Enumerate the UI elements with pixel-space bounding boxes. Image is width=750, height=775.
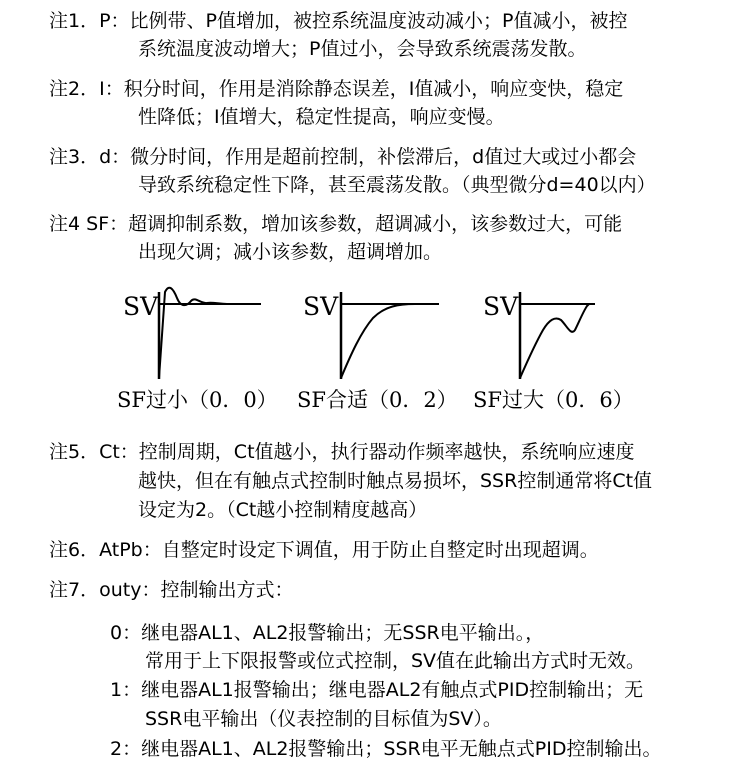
sf-response-figures xyxy=(115,282,635,417)
note-5-line-2: 越快，但在有触点式控制时触点易损坏，SSR控制通常将Ct值 xyxy=(138,470,653,492)
note-3-line-1: 注3．d：微分时间，作用是超前控制，补偿滞后，d值过大或过小都会 xyxy=(49,146,637,168)
note-4-line-1: 注4 SF：超调抑制系数，增加该参数，超调减小，该参数过大，可能 xyxy=(49,213,623,235)
note-2-line-2: 性降低；I值增大，稳定性提高，响应变慢。 xyxy=(138,106,505,128)
note-1-line-1: 注1．P：比例带、P值增加，被控系统温度波动减小；P值减小，被控 xyxy=(49,10,628,32)
figure-1-caption: SF过小（0．0） xyxy=(117,388,278,412)
figure-sf-proper xyxy=(297,292,458,412)
output-0-line-1: 0：继电器AL1、AL2报警输出；无SSR电平输出。， xyxy=(110,622,545,644)
figure-1-response-curve xyxy=(159,288,227,378)
note-3-line-2: 导致系统稳定性下降，甚至震荡发散。（典型微分d=40以内） xyxy=(138,174,656,196)
figure-2-sv-label: SV xyxy=(303,292,339,321)
figure-1-sv-label: SV xyxy=(123,292,159,321)
note-1-line-2: 系统温度波动增大；P值过小，会导致系统震荡发散。 xyxy=(138,38,587,60)
figure-3-sv-label: SV xyxy=(483,292,519,321)
figure-sf-too-small xyxy=(117,288,278,412)
figure-2-response-curve xyxy=(341,304,415,378)
figure-sf-too-large xyxy=(473,292,634,412)
figure-2-caption: SF合适（0．2） xyxy=(297,388,458,412)
note-4-line-2: 出现欠调；减小该参数，超调增加。 xyxy=(138,241,443,263)
output-1-line-2: SSR电平输出（仪表控制的目标值为SV）。 xyxy=(145,708,502,730)
figure-3-response-curve xyxy=(520,304,589,378)
output-0-line-2: 常用于上下限报警或位式控制，SV值在此输出方式时无效。 xyxy=(145,650,646,672)
note-5-line-3: 设定为2。（Ct越小控制精度越高） xyxy=(138,499,428,521)
note-2-line-1: 注2．I：积分时间，作用是消除静态误差，I值减小，响应变快，稳定 xyxy=(49,78,624,100)
note-5-line-1: 注5．Ct：控制周期，Ct值越小，执行器动作频率越快，系统响应速度 xyxy=(49,441,635,463)
figure-3-caption: SF过大（0．6） xyxy=(473,388,634,412)
output-1-line-1: 1：继电器AL1报警输出；继电器AL2有触点式PID控制输出；无 xyxy=(110,679,644,701)
note-7: 注7．outy：控制输出方式： xyxy=(49,579,294,601)
output-2-line-1: 2：继电器AL1、AL2报警输出；SSR电平无触点式PID控制输出。 xyxy=(110,738,662,760)
note-6: 注6．AtPb：自整定时设定下调值，用于防止自整定时出现超调。 xyxy=(49,539,599,561)
